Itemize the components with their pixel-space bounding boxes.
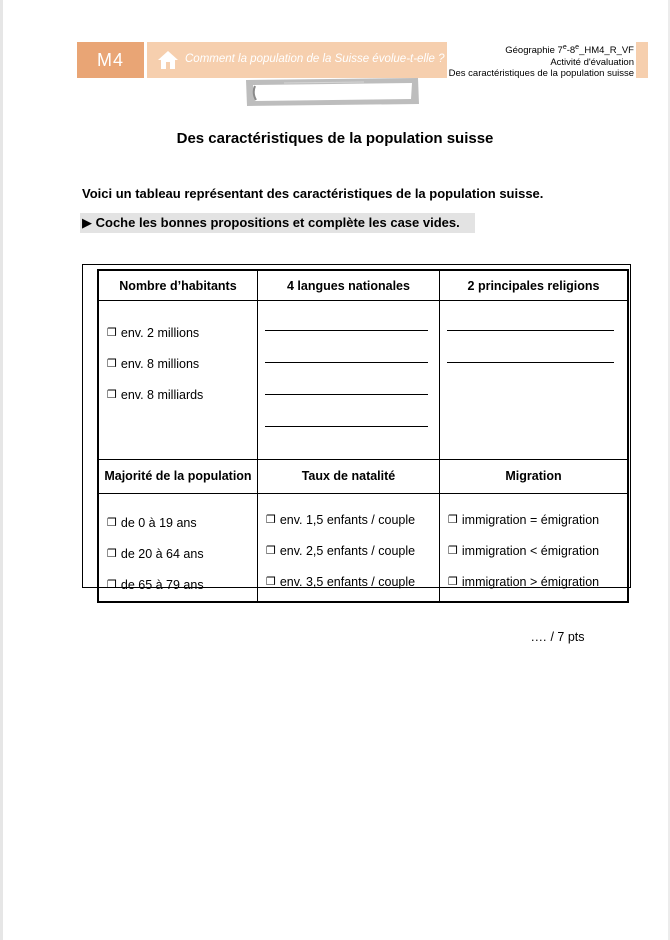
intro-text: Voici un tableau représentant des caractéristiques de la population suisse. [82, 186, 544, 201]
answer-line[interactable] [265, 394, 428, 395]
checkbox-icon[interactable]: ❒ [448, 514, 458, 526]
checkbox-icon[interactable]: ❒ [107, 389, 117, 401]
inhabitants-cell [98, 301, 257, 460]
checkbox-icon[interactable]: ❒ [265, 545, 276, 557]
instruction-text: ▶ Coche les bonnes propositions et complète les case vides. [80, 213, 475, 233]
checkbox-option[interactable]: ❒ env. 8 millions [107, 356, 200, 371]
checkbox-option[interactable]: ❒ env. 2 millions [107, 325, 200, 340]
checkbox-option[interactable]: ❒ env. 1,5 enfants / couple [265, 512, 416, 527]
document-reference [447, 42, 636, 80]
age-cell [98, 494, 257, 603]
table-header-row-2 [98, 460, 628, 494]
checkbox-icon[interactable]: ❒ [448, 545, 458, 557]
meta-line-3: Des caractéristiques de la population suisse [448, 68, 634, 80]
checkbox-icon[interactable]: ❒ [107, 327, 117, 339]
checkbox-option[interactable]: ❒ immigration > émigration [448, 574, 600, 589]
meta-line-2: Activité d'évaluation [550, 56, 634, 68]
characteristics-table [97, 269, 629, 603]
module-badge: M4 [77, 42, 144, 78]
table-row [98, 301, 628, 460]
answer-line[interactable] [447, 362, 614, 363]
house-icon [157, 50, 179, 70]
checkbox-option[interactable]: ❒ env. 3,5 enfants / couple [265, 574, 416, 589]
religions-cell [440, 301, 628, 460]
checkbox-option[interactable]: ❒ de 20 à 64 ans [107, 546, 204, 561]
header-migration: Migration [440, 460, 628, 494]
answer-line[interactable] [265, 426, 428, 427]
header-birth-rate: Taux de natalité [257, 460, 439, 494]
answer-line[interactable] [265, 362, 428, 363]
checkbox-option[interactable]: ❒ env. 2,5 enfants / couple [265, 543, 416, 558]
checkbox-icon[interactable]: ❒ [107, 579, 117, 591]
brush-stamp-graphic [244, 77, 420, 107]
table-header-row-1 [98, 270, 628, 301]
answer-line[interactable] [265, 330, 428, 331]
checkbox-icon[interactable]: ❒ [265, 514, 276, 526]
table-row [98, 494, 628, 603]
score-points: .… / 7 pts [531, 630, 585, 644]
header-inhabitants: Nombre d’habitants [98, 270, 257, 301]
birthrate-cell [257, 494, 439, 603]
checkbox-icon[interactable]: ❒ [107, 517, 117, 529]
banner-title: Comment la population de la Suisse évolue-t-elle ? [185, 53, 445, 65]
checkbox-option[interactable]: ❒ de 0 à 19 ans [107, 515, 197, 530]
answer-line[interactable] [447, 330, 614, 331]
checkbox-option[interactable]: ❒ de 65 à 79 ans [107, 577, 204, 592]
checkbox-option[interactable]: ❒ env. 8 milliards [107, 387, 204, 402]
migration-cell [440, 494, 628, 603]
checkbox-icon[interactable]: ❒ [107, 548, 117, 560]
meta-line-1: Géographie 7e-8e_HM4_R_VF [505, 44, 634, 57]
header-population-majority: Majorité de la population [98, 460, 257, 494]
checkbox-icon[interactable]: ❒ [107, 358, 117, 370]
page-title: Des caractéristiques de la population suisse [176, 130, 494, 147]
checkbox-option[interactable]: ❒ immigration = émigration [448, 512, 600, 527]
header-religions: 2 principales religions [440, 270, 628, 301]
checkbox-option[interactable]: ❒ immigration < émigration [448, 543, 600, 558]
checkbox-icon[interactable]: ❒ [265, 576, 276, 588]
checkbox-icon[interactable]: ❒ [448, 576, 458, 588]
languages-cell [257, 301, 439, 460]
header-languages: 4 langues nationales [257, 270, 439, 301]
header-banner [77, 42, 648, 78]
